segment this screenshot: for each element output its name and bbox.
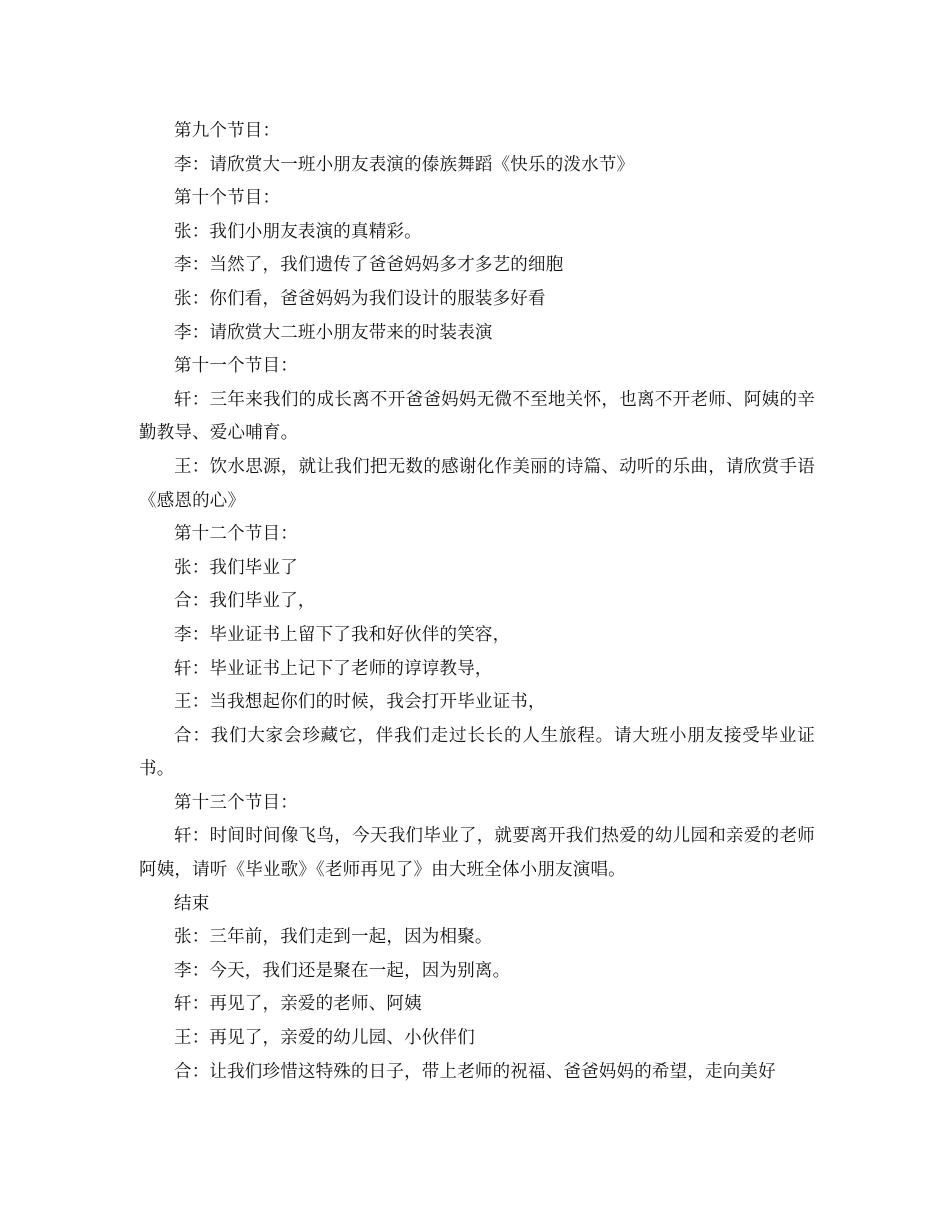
paragraph-program-12-heading: 第十二个节目： (174, 524, 298, 545)
paragraph-li-inherited: 李：当然了，我们遗传了爸爸妈妈多才多艺的细胞 (174, 255, 564, 276)
paragraph-he-cherish: 合：让我们珍惜这特殊的日子，带上老师的祝福、爸爸妈妈的希望，走向美好 (174, 1061, 776, 1082)
paragraph-he-graduated: 合：我们毕业了， (174, 591, 316, 612)
document-body (139, 115, 815, 1089)
paragraph-zhang-costumes: 张：你们看，爸爸妈妈为我们设计的服装多好看 (174, 288, 546, 309)
paragraph-zhang-three-years: 张：三年前，我们走到一起，因为相聚。 (174, 927, 493, 948)
paragraph-li-farewell: 李：今天，我们还是聚在一起，因为别离。 (174, 960, 511, 981)
paragraph-program-13-heading: 第十三个节目： (174, 792, 298, 813)
paragraph-zhang-graduated: 张：我们毕业了 (174, 557, 298, 578)
paragraph-xuan-growth: 轩：三年来我们的成长离不开爸爸妈妈无微不至地关怀，也离不开老师、阿姨的辛勤教导、爱心哺育。 (139, 389, 815, 444)
paragraph-ending-heading: 结束 (174, 893, 210, 914)
paragraph-li-certificate-smiles: 李：毕业证书上留下了我和好伙伴的笑容， (174, 624, 511, 645)
paragraph-zhang-wonderful: 张：我们小朋友表演的真精彩。 (174, 221, 422, 242)
paragraph-he-treasure: 合：我们大家会珍藏它，伴我们走过长长的人生旅程。请大班小朋友接受毕业证书。 (139, 725, 815, 780)
paragraph-li-dai-dance: 李：请欣赏大一班小朋友表演的傣族舞蹈《快乐的泼水节》 (174, 154, 635, 175)
paragraph-li-fashion-show: 李：请欣赏大二班小朋友带来的时装表演 (174, 322, 493, 343)
paragraph-program-10-heading: 第十个节目： (174, 188, 281, 209)
paragraph-xuan-goodbye-teachers: 轩：再见了，亲爱的老师、阿姨 (174, 994, 422, 1015)
paragraph-xuan-certificate-teaching: 轩：毕业证书上记下了老师的谆谆教导， (174, 658, 493, 679)
paragraph-program-11-heading: 第十一个节目： (174, 356, 298, 377)
paragraph-program-9-heading: 第九个节目： (174, 121, 281, 141)
paragraph-wang-goodbye-kindergarten: 王：再见了，亲爱的幼儿园、小伙伴们 (174, 1028, 475, 1049)
paragraph-wang-open-certificate: 王：当我想起你们的时候，我会打开毕业证书， (174, 692, 546, 713)
paragraph-xuan-time-flies: 轩：时间时间像飞鸟，今天我们毕业了，就要离开我们热爱的幼儿园和亲爱的老师阿姨，请听《毕业歌》《老师再见了》由大班全体小朋友演唱。 (139, 826, 815, 881)
paragraph-wang-gratitude: 王：饮水思源，就让我们把无数的感谢化作美丽的诗篇、动听的乐曲，请欣赏手语《感恩的心》 (139, 456, 815, 511)
